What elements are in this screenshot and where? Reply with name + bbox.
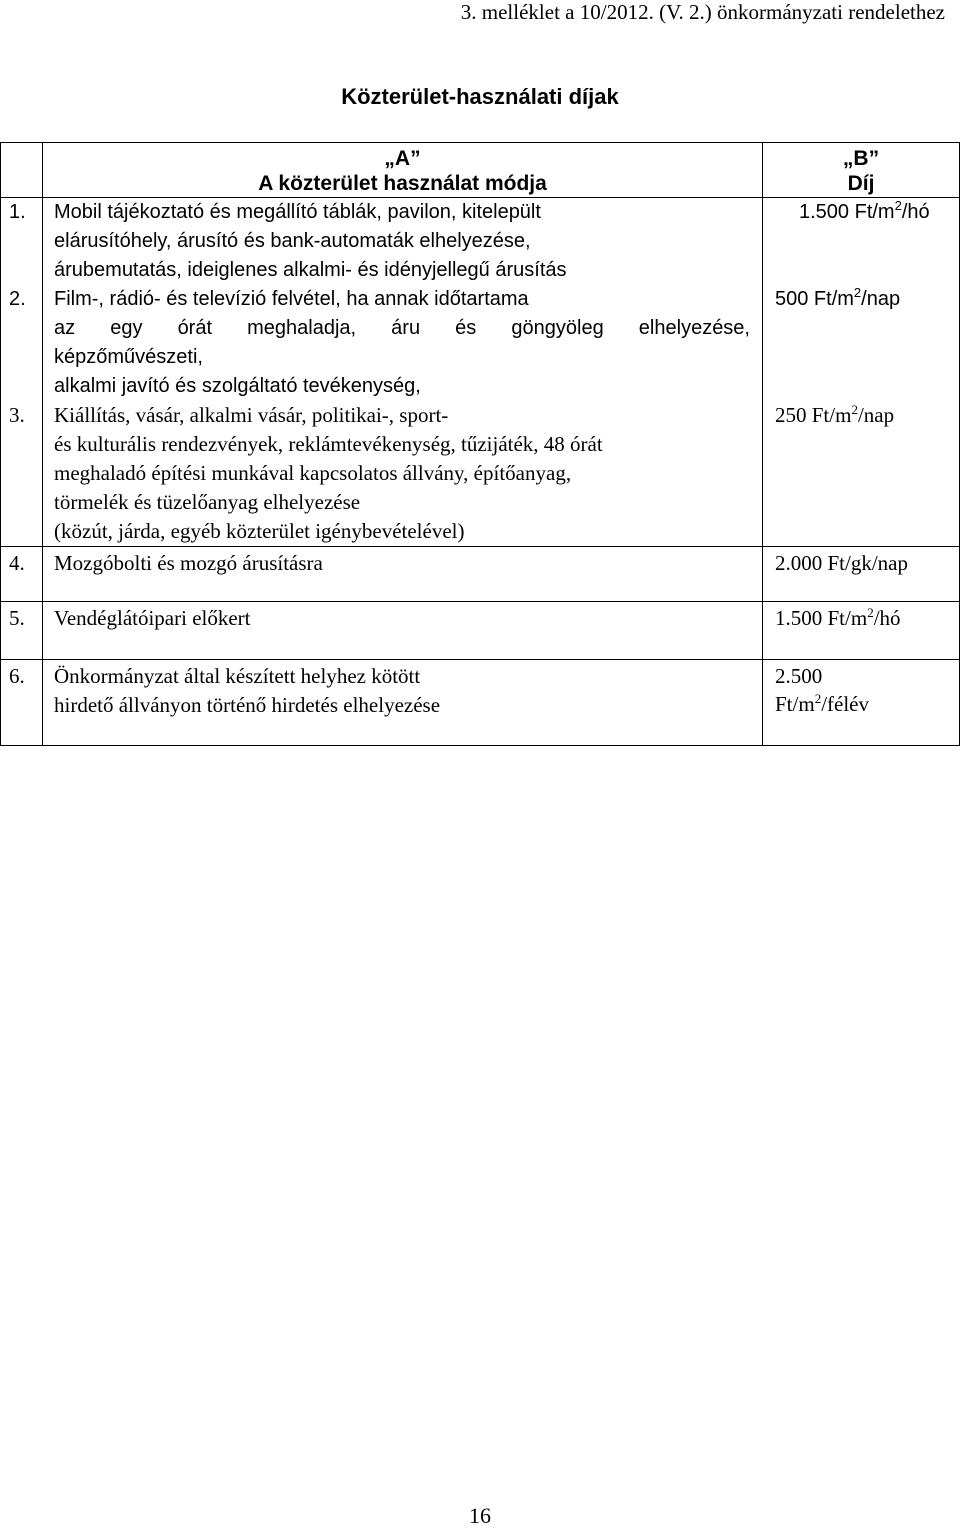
- description-line: elárusítóhely, árusító és bank-automaták elhelyezése,: [54, 230, 531, 252]
- description-line: képzőművészeti,: [54, 346, 203, 368]
- description-line: árubemutatás, ideiglenes alkalmi- és idényjellegű árusítás: [54, 259, 567, 281]
- row-number: 4.: [1, 547, 43, 602]
- row-number: 2.: [1, 285, 43, 401]
- fee-period: /félév: [821, 692, 869, 716]
- fee-amount-line: 2.500: [775, 664, 823, 688]
- fee-exponent: 2: [814, 691, 822, 706]
- row-number: 5.: [1, 602, 43, 660]
- fee-amount: 500 Ft/m: [775, 288, 854, 310]
- header-reference: 3. melléklet a 10/2012. (V. 2.) önkormányzati rendelethez: [460, 0, 945, 24]
- fee-period: /hó: [873, 606, 901, 630]
- fee-unit: Ft/m: [775, 692, 815, 716]
- row-fee: [763, 285, 960, 401]
- fee-period: /hó: [901, 201, 930, 223]
- fee-exponent: 2: [853, 285, 862, 300]
- description-line: hirdető állványon történő hirdetés elhelyezése: [54, 693, 441, 717]
- row-number: 1.: [1, 198, 43, 286]
- description-line: alkalmi javító és szolgáltató tevékenység,: [54, 375, 421, 397]
- column-b-label: Díj: [847, 172, 875, 195]
- column-a-header: [43, 143, 763, 198]
- description-line: Önkormányzat által készített helyhez kötött: [54, 664, 421, 688]
- row-description: [43, 198, 763, 286]
- page-title: Közterület-használati díjak: [341, 84, 619, 109]
- row-number: 3.: [1, 401, 43, 547]
- page-number: 16: [469, 1503, 491, 1528]
- description-line: és kulturális rendezvények, reklámtevékenység, tűzijáték, 48 órát: [54, 432, 603, 456]
- fee-amount: 1.500 Ft/m: [775, 606, 868, 630]
- description-line: törmelék és tüzelőanyag elhelyezése: [54, 490, 361, 514]
- row-description: [43, 660, 763, 746]
- row-description: [43, 602, 763, 660]
- row-description: [43, 547, 763, 602]
- fee-amount: 2.000 Ft/gk/nap: [775, 551, 909, 575]
- description-line: Film-, rádió- és televízió felvétel, ha annak időtartama: [54, 288, 529, 310]
- column-a-marker: „A”: [384, 147, 421, 170]
- table-row: [1, 547, 960, 602]
- fee-period: /nap: [857, 403, 895, 427]
- fee-period: /nap: [861, 288, 901, 310]
- description-line: Kiállítás, vásár, alkalmi vásár, politikai-, sport-: [54, 403, 449, 427]
- description-line: Mobil tájékoztató és megállító táblák, pavilon, kitelepült: [54, 201, 541, 223]
- column-b-marker: „B”: [842, 147, 880, 170]
- fee-exponent: 2: [894, 198, 902, 213]
- fee-table: [0, 142, 960, 746]
- table-row: [1, 285, 960, 401]
- table-header-row: [1, 143, 960, 198]
- table-row: [1, 198, 960, 286]
- row-fee: [763, 401, 960, 547]
- fee-unit-line: [775, 690, 959, 718]
- row-description: [43, 401, 763, 547]
- table-row: [1, 401, 960, 547]
- row-fee: [763, 660, 960, 746]
- row-fee: [763, 602, 960, 660]
- row-fee: [763, 198, 960, 286]
- description-line: (közút, járda, egyéb közterület igénybevételével): [54, 519, 465, 543]
- table-row: [1, 602, 960, 660]
- table-row: [1, 660, 960, 746]
- row-number: 6.: [1, 660, 43, 746]
- fee-exponent: 2: [867, 605, 874, 620]
- column-a-label: A közterület használat módja: [258, 172, 547, 195]
- column-b-header: [763, 143, 960, 198]
- fee-amount: 1.500 Ft/m: [799, 201, 895, 223]
- description-line: Vendéglátóipari előkert: [54, 606, 251, 630]
- row-description: [43, 285, 763, 401]
- fee-exponent: 2: [851, 402, 858, 417]
- row-fee: [763, 547, 960, 602]
- description-line: meghaladó építési munkával kapcsolatos állvány, építőanyag,: [54, 461, 572, 485]
- fee-amount: 250 Ft/m: [775, 403, 852, 427]
- description-line: Mozgóbolti és mozgó árusításra: [54, 551, 323, 575]
- header-num-cell: [1, 143, 43, 198]
- description-line: az egy órát meghaladja, áru és göngyöleg elhelyezése,: [54, 317, 750, 339]
